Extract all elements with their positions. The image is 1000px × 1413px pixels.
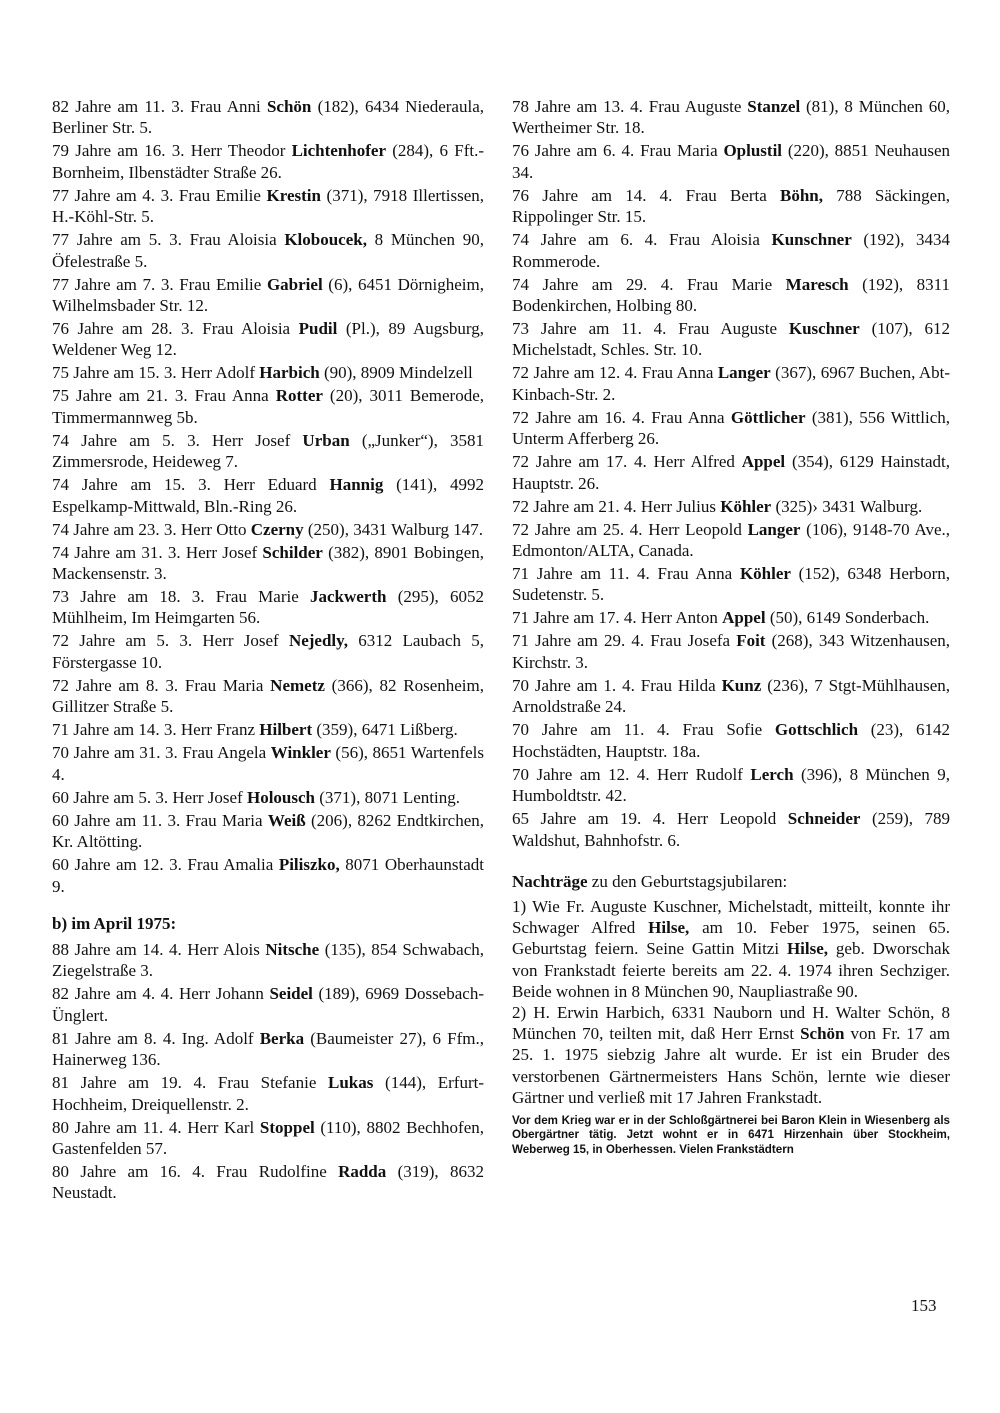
entry-age-date: 76 Jahre am 14. 4. Frau Berta [512, 185, 781, 205]
birthday-entry [52, 229, 484, 272]
entry-age-date: 71 Jahre am 14. 3. Herr Franz [52, 720, 260, 740]
entry-surname: Köhler [720, 496, 772, 516]
entry-address: (295), 6052 Mühlheim, Im Heimgarten 56. [52, 587, 484, 628]
entry-surname: Stoppel [259, 1117, 315, 1137]
entry-address: (396), 8 München 9, Humboldtstr. 42. [512, 764, 950, 806]
birthday-entry [52, 385, 484, 428]
entry-surname: Kloboucek, [284, 230, 367, 250]
birthday-entry [52, 939, 484, 982]
page-number: 153 [911, 1296, 937, 1315]
entry-age-date: 82 Jahre am 11. 3. Frau Anni [52, 97, 267, 116]
entry-address: (371), 7918 Illertissen, H.-Köhl-Str. 5. [52, 185, 485, 227]
entry-address: (220), 8851 Neuhausen 34. [512, 141, 951, 182]
birthday-entry [52, 519, 484, 540]
entry-age-date: 80 Jahre am 16. 4. Frau Rudolfine [52, 1161, 339, 1181]
birthday-entry [52, 1117, 484, 1160]
entry-address: (110), 8802 Bechhofen, Gastenfelden 57. [52, 1117, 485, 1158]
birthday-entry [52, 96, 484, 139]
entry-age-date: 71 Jahre am 29. 4. Frau Josefa [512, 631, 737, 651]
entry-age-date: 88 Jahre am 14. 4. Herr Alois [52, 939, 266, 959]
entry-address: (56), 8651 Wartenfels 4. [52, 743, 484, 784]
entry-address: 788 Säckingen, Rippolinger Str. 15. [512, 185, 950, 227]
birthday-entry [52, 983, 484, 1026]
entry-surname: Pudil [298, 319, 338, 339]
birthday-entry [512, 719, 950, 762]
entry-surname: Appel [741, 452, 786, 472]
entry-address: (23), 6142 Hochstädten, Hauptstr. 18a. [512, 720, 950, 761]
entry-surname: Schön [266, 97, 312, 116]
birthday-entry [52, 362, 484, 383]
entry-address: (206), 8262 Endtkirchen, Kr. Altötting. [52, 810, 485, 852]
entry-age-date: 70 Jahre am 1. 4. Frau Hilda [512, 675, 722, 695]
entry-surname: Kuschner [788, 319, 860, 339]
entry-age-date: 81 Jahre am 19. 4. Frau Stefanie [52, 1073, 329, 1093]
entry-address: (250), 3431 Walburg 147. [303, 519, 483, 539]
march-birthday-list [52, 96, 484, 897]
birthday-entry [52, 586, 484, 629]
entry-address: (Pl.), 89 Augsburg, Weldener Weg 12. [52, 319, 484, 360]
entry-surname: Weiß [267, 810, 306, 830]
entry-age-date: 76 Jahre am 28. 3. Frau Aloisia [52, 319, 299, 339]
entry-age-date: 72 Jahre am 8. 3. Frau Maria [52, 675, 271, 695]
entry-age-date: 72 Jahre am 5. 3. Herr Josef [52, 631, 289, 651]
entry-age-date: 78 Jahre am 13. 4. Frau Auguste [512, 97, 748, 116]
entry-surname: Seidel [269, 984, 313, 1004]
entry-age-date: 77 Jahre am 7. 3. Frau Emilie [52, 274, 267, 294]
birthday-entry [52, 630, 484, 673]
birthday-entry [512, 185, 950, 228]
entry-age-date: 74 Jahre am 15. 3. Herr Eduard [52, 475, 330, 495]
entry-age-date: 72 Jahre am 12. 4. Frau Anna [512, 363, 718, 383]
entry-address: (359), 6471 Lißberg. [312, 720, 458, 740]
birthday-entry [512, 318, 950, 361]
birthday-entry [512, 563, 950, 606]
entry-age-date: 73 Jahre am 11. 4. Frau Auguste [512, 319, 789, 339]
right-column [512, 96, 950, 1157]
entry-address: (50), 6149 Sonderbach. [765, 608, 930, 628]
p1-name-hilse: Hilse, [648, 918, 690, 938]
p2-name-schoen: Schön [800, 1024, 845, 1044]
entry-age-date: 60 Jahre am 12. 3. Frau Amalia [52, 855, 279, 875]
entry-surname: Harbich [259, 363, 320, 383]
birthday-entry [512, 407, 950, 450]
birthday-entry [512, 451, 950, 494]
entry-address: (259), 789 Waldshut, Bahnhofstr. 6. [512, 809, 951, 850]
nachtraege-paragraph-1 [512, 896, 950, 1002]
entry-address: (366), 82 Rosenheim, Gillitzer Straße 5. [52, 675, 484, 717]
entry-address: (6), 6451 Dörnigheim, Wilhelmsbader Str. 12. [52, 274, 484, 316]
entry-age-date: 74 Jahre am 29. 4. Frau Marie [512, 274, 786, 294]
entry-address: (141), 4992 Espelkamp-Mittwald, Bln.-Ring 26. [52, 475, 484, 516]
entry-age-date: 71 Jahre am 11. 4. Frau Anna [512, 564, 740, 584]
entry-address: (382), 8901 Bobingen, Mackensenstr. 3. [52, 542, 485, 584]
birthday-entry [512, 607, 950, 628]
entry-surname: Göttlicher [730, 407, 806, 427]
entry-surname: Lukas [328, 1073, 374, 1093]
birthday-entry [52, 787, 484, 808]
entry-surname: Nejedly, [288, 631, 348, 651]
entry-age-date: 73 Jahre am 18. 3. Frau Marie [52, 587, 310, 607]
nachtraege-small-print: Vor dem Krieg war er in der Schloßgärtnerei bei Baron Klein in Wiesenberg als Obergärtner tätig. Jetzt wohnt er in 6471 Hirzenhain über Stockheim, Weberweg 15, in Oberhessen. Vielen Frankstädtern [512, 1113, 950, 1156]
birthday-entry [52, 474, 484, 517]
entry-address: (192), 8311 Bodenkirchen, Holbing 80. [512, 274, 951, 316]
entry-address: (371), 8071 Lenting. [315, 787, 460, 807]
birthday-entry [512, 140, 950, 183]
entry-address: (268), 343 Witzenhausen, Kirchstr. 3. [512, 631, 951, 672]
birthday-entry [52, 854, 484, 897]
left-column [52, 96, 484, 1205]
entry-surname: Nemetz [270, 675, 325, 695]
entry-age-date: 77 Jahre am 5. 3. Frau Aloisia [52, 230, 285, 250]
birthday-entry [52, 810, 484, 853]
entry-surname: Gottschlich [774, 720, 859, 740]
entry-address: (90), 8909 Mindelzell [319, 363, 473, 383]
p2-text-c: von Fr. 17 am 25. 1. 1975 siebzig Jahre alt wurde. Er ist ein Bruder des verstorbenen Gärtnermeisters Hans Schön, lernte wie dieser Gärtner und verließ mit 17 Jahren Frankstadt. [512, 1024, 950, 1107]
entry-address: 8 München 90, Öfelestraße 5. [52, 230, 484, 271]
p1-text-e: geb. Dworschak von Frankstadt feierte bereits am 22. 4. 1974 ihren Sechziger. Beide wohnen in 8 München 90, Naupliastraße 90. [512, 939, 950, 1001]
birthday-entry [52, 742, 484, 785]
entry-address: (182), 6434 Niederaula, Berliner Str. 5. [52, 97, 484, 138]
april-birthday-list [52, 939, 484, 1204]
entry-surname: Schneider [787, 809, 861, 829]
entry-age-date: 60 Jahre am 5. 3. Herr Josef [52, 787, 247, 807]
entry-surname: Radda [338, 1161, 387, 1181]
birthday-entry [512, 96, 950, 139]
entry-address: (236), 7 Stgt-Mühlhausen, Arnoldstraße 24. [512, 675, 950, 717]
entry-age-date: 72 Jahre am 17. 4. Herr Alfred [512, 452, 742, 472]
entry-address: (354), 6129 Hainstadt, Hauptstr. 26. [512, 452, 950, 493]
nachtraege-label: Nachträge [512, 871, 588, 891]
birthday-entry [52, 185, 484, 228]
entry-surname: Böhn, [780, 185, 824, 205]
entry-address: (284), 6 Fft.-Bornheim, Ilbenstädter Straße 26. [52, 141, 484, 182]
birthday-entry [512, 630, 950, 673]
entry-age-date: 65 Jahre am 19. 4. Herr Leopold [512, 809, 788, 829]
entry-address: (381), 556 Wittlich, Unterm Afferberg 26. [512, 407, 950, 449]
entry-address: (Baumeister 27), 6 Ffm., Hainerweg 136. [52, 1028, 484, 1070]
entry-age-date: 80 Jahre am 11. 4. Herr Karl [52, 1117, 260, 1137]
entry-age-date: 74 Jahre am 23. 3. Herr Otto [52, 519, 251, 539]
entry-surname: Langer [747, 519, 801, 539]
entry-address: (81), 8 München 60, Wertheimer Str. 18. [512, 97, 950, 138]
entry-surname: Czerny [250, 519, 304, 539]
entry-surname: Krestin [266, 185, 321, 205]
entry-age-date: 74 Jahre am 6. 4. Frau Aloisia [512, 230, 772, 250]
entry-surname: Rotter [275, 386, 323, 406]
entry-surname: Urban [302, 430, 350, 450]
entry-surname: Maresch [785, 274, 849, 294]
p1-text-a: 1) Wie Fr. Auguste Kuschner, Michelstadt, mitteilt, konnte ihr Schwager Alfred [512, 896, 950, 938]
entry-age-date: 75 Jahre am 21. 3. Frau Anna [52, 386, 276, 406]
entry-age-date: 70 Jahre am 31. 3. Frau Angela [52, 743, 271, 763]
birthday-entry [52, 1072, 484, 1115]
entry-surname: Schilder [262, 542, 323, 562]
entry-surname: Foit [736, 631, 766, 651]
entry-surname: Nitsche [265, 939, 320, 959]
birthday-entry [52, 274, 484, 317]
entry-age-date: 77 Jahre am 4. 3. Frau Emilie [52, 185, 267, 205]
nachtraege-heading [512, 871, 950, 892]
entry-age-date: 81 Jahre am 8. 4. Ing. Adolf [52, 1028, 260, 1048]
entry-address: (189), 6969 Dossebach-Ünglert. [52, 984, 484, 1025]
birthday-entry [512, 229, 950, 272]
nachtraege-heading-text: zu den Geburtstagsjubilaren: [587, 871, 788, 891]
entry-age-date: 70 Jahre am 11. 4. Frau Sofie [512, 720, 775, 740]
entry-surname: Hilbert [259, 720, 313, 740]
entry-surname: Berka [259, 1028, 305, 1048]
entry-age-date: 71 Jahre am 17. 4. Herr Anton [512, 608, 723, 628]
entry-age-date: 72 Jahre am 25. 4. Herr Leopold [512, 519, 748, 539]
entry-surname: Kunz [721, 675, 762, 695]
entry-address: (20), 3011 Bemerode, Timmermannweg 5b. [52, 386, 484, 427]
entry-surname: Holousch [246, 787, 315, 807]
birthday-entry [52, 675, 484, 718]
entry-age-date: 74 Jahre am 31. 3. Herr Josef [52, 542, 263, 562]
entry-surname: Langer [717, 363, 771, 383]
entry-surname: Oplustil [723, 141, 783, 161]
entry-address: (144), Erfurt-Hochheim, Dreiquellenstr. 2. [52, 1073, 485, 1114]
entry-surname: Kunschner [771, 230, 852, 250]
entry-address: (106), 9148-70 Ave., Edmonton/ALTA, Canada. [512, 519, 951, 561]
birthday-entry [52, 430, 484, 473]
entry-age-date: 74 Jahre am 5. 3. Herr Josef [52, 430, 303, 450]
entry-surname: Hannig [329, 475, 384, 495]
birthday-entry [52, 1161, 484, 1204]
birthday-entry [512, 764, 950, 807]
p2-text-a: 2) H. Erwin Harbich, 6331 Nauborn und H. Walter Schön, 8 München 70, teilten mit, daß Herr Ernst [512, 1002, 950, 1044]
entry-address: („Junker“), 3581 Zimmersrode, Heideweg 7. [52, 430, 484, 472]
entry-age-date: 72 Jahre am 21. 4. Herr Julius [512, 496, 721, 516]
entry-surname: Lerch [750, 764, 794, 784]
entry-surname: Appel [722, 608, 766, 628]
birthday-entry [512, 362, 950, 405]
birthday-entry [512, 808, 950, 851]
entry-surname: Lichtenhofer [291, 141, 387, 161]
entry-address: (319), 8632 Neustadt. [52, 1161, 484, 1203]
birthday-entry [512, 519, 950, 562]
entry-address: (325)› 3431 Walburg. [771, 496, 923, 516]
p1-name-hilse-2: Hilse, [786, 939, 829, 959]
entry-surname: Jackwerth [309, 587, 387, 607]
p1-text-c: am 10. Feber 1975, seinen 65. Geburtstag feiern. Seine Gattin Mitzi [512, 918, 950, 959]
entry-address: 8071 Oberhaunstadt 9. [52, 855, 484, 896]
birthday-entry [512, 274, 950, 317]
entry-address: (135), 854 Schwabach, Ziegelstraße 3. [52, 939, 484, 981]
entry-surname: Stanzel [747, 97, 801, 116]
entry-age-date: 60 Jahre am 11. 3. Frau Maria [52, 810, 268, 830]
entry-address: 6312 Laubach 5, Förstergasse 10. [52, 631, 484, 672]
birthday-entry [52, 140, 484, 183]
entry-surname: Winkler [270, 743, 331, 763]
birthday-entry [512, 675, 950, 718]
entry-surname: Köhler [739, 564, 791, 584]
entry-age-date: 76 Jahre am 6. 4. Frau Maria [512, 141, 724, 161]
birthday-entry [52, 1028, 484, 1071]
birthday-entry [52, 719, 484, 740]
entry-age-date: 82 Jahre am 4. 4. Herr Johann [52, 984, 270, 1004]
entry-address: (152), 6348 Herborn, Sudetenstr. 5. [512, 564, 950, 605]
nachtraege-paragraph-2 [512, 1002, 950, 1108]
entry-age-date: 70 Jahre am 12. 4. Herr Rudolf [512, 764, 751, 784]
entry-address: (367), 6967 Buchen, Abt-Kinbach-Str. 2. [512, 363, 950, 404]
entry-age-date: 72 Jahre am 16. 4. Frau Anna [512, 407, 731, 427]
april-heading: b) im April 1975: [52, 913, 177, 933]
birthday-entry [512, 496, 950, 517]
birthday-entry [52, 542, 484, 585]
entry-surname: Piliszko, [278, 855, 340, 875]
entry-surname: Gabriel [266, 274, 323, 294]
april-birthday-list-continued [512, 96, 950, 851]
entry-age-date: 75 Jahre am 15. 3. Herr Adolf [52, 363, 260, 383]
entry-age-date: 79 Jahre am 16. 3. Herr Theodor [52, 141, 292, 161]
entry-address: (107), 612 Michelstadt, Schles. Str. 10. [512, 319, 950, 360]
entry-address: (192), 3434 Rommerode. [512, 230, 950, 271]
birthday-entry [52, 318, 484, 361]
